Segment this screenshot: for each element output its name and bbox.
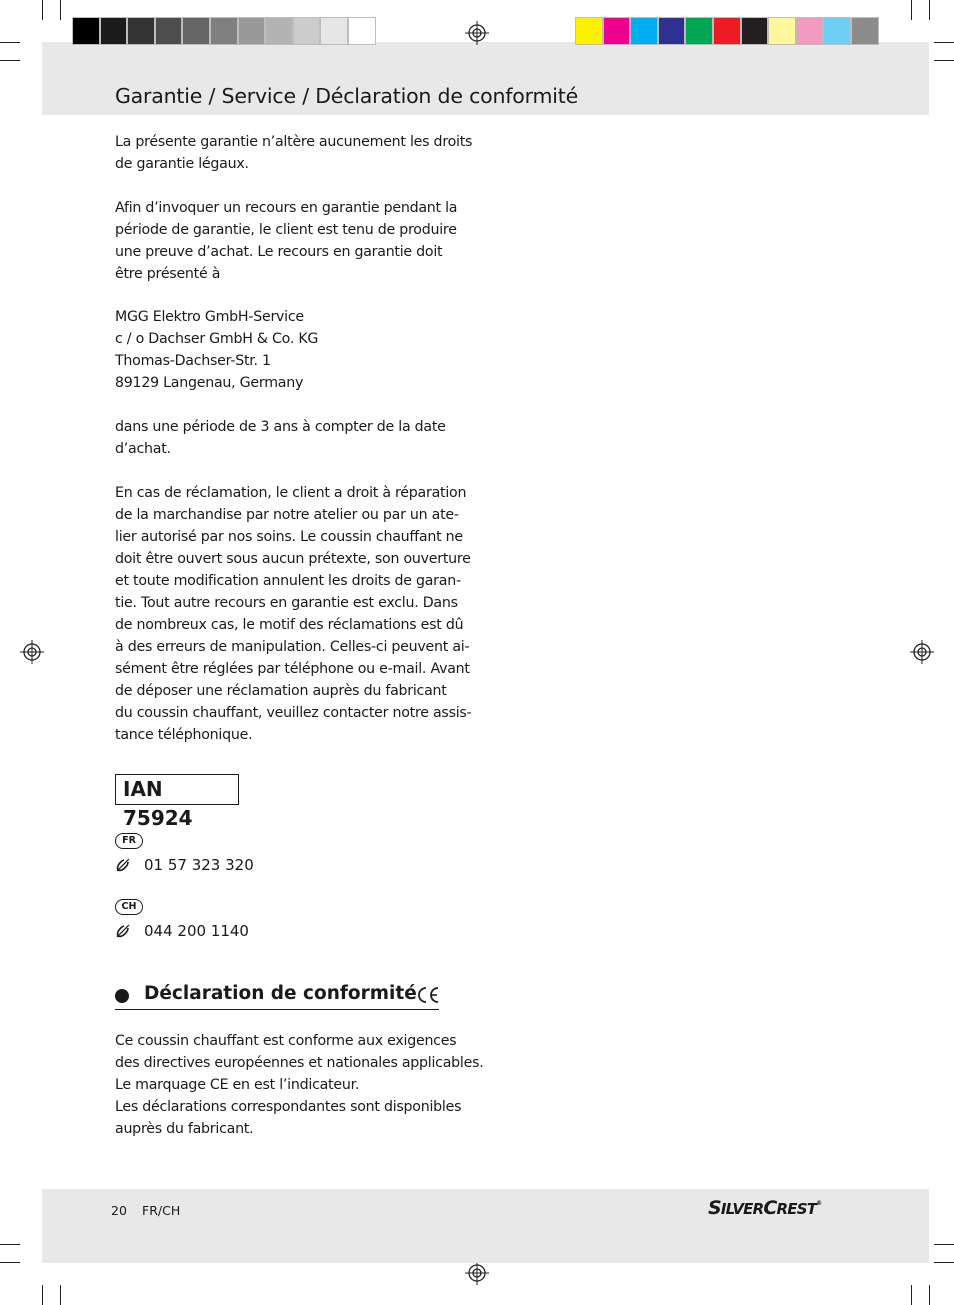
color-swatch — [127, 17, 155, 45]
color-swatch — [72, 17, 100, 45]
section-heading-conformity: Déclaration de conformité — [144, 983, 417, 1004]
color-swatch — [293, 17, 321, 45]
color-swatch — [348, 17, 376, 45]
crop-mark — [0, 1244, 20, 1245]
crop-mark — [929, 0, 930, 20]
crop-mark — [42, 1285, 43, 1305]
paragraph-conformity: Ce coussin chauffant est conforme aux exigences des directives européennes et nationales applicables. Le marquage CE en est l’indicateur. Les déclarations correspondantes sont disponibles auprès du fabricant. — [115, 1033, 484, 1137]
registration-mark-icon — [465, 1261, 489, 1285]
color-swatch — [630, 17, 658, 45]
bullet-icon — [115, 989, 129, 1003]
phone-icon — [115, 857, 131, 873]
color-swatch — [741, 17, 769, 45]
color-swatch — [823, 17, 851, 45]
color-swatch — [265, 17, 293, 45]
crop-mark — [911, 1285, 912, 1305]
color-swatch — [796, 17, 824, 45]
crop-mark — [42, 0, 43, 20]
color-swatch — [713, 17, 741, 45]
color-swatch — [685, 17, 713, 45]
grayscale-color-bar — [72, 17, 376, 47]
paragraph-legal-rights: La présente garantie n’altère aucunement les droits de garantie légaux. — [115, 134, 473, 172]
crop-mark — [0, 60, 20, 61]
brand-logo: SILVERCREST® — [708, 1197, 822, 1219]
page-number: 20 — [111, 1203, 127, 1218]
color-swatch — [210, 17, 238, 45]
crop-mark — [0, 1262, 20, 1263]
paragraph-warranty-period: dans une période de 3 ans à compter de la date d’achat. — [115, 419, 446, 457]
color-swatch — [320, 17, 348, 45]
process-color-bar — [575, 17, 879, 47]
phone-icon — [115, 923, 131, 939]
crop-mark — [934, 42, 954, 43]
crop-mark — [0, 42, 20, 43]
color-swatch — [182, 17, 210, 45]
phone-number-ch: 044 200 1140 — [144, 922, 249, 940]
crop-mark — [911, 0, 912, 20]
registration-mark-icon — [20, 640, 44, 664]
color-swatch — [100, 17, 128, 45]
crop-mark — [60, 1285, 61, 1305]
paragraph-proof-of-purchase: Afin d’invoquer un recours en garantie pendant la période de garantie, le client est tenu de produire une preuve d’achat. Le recours en garantie doit être présenté à — [115, 200, 458, 282]
color-swatch — [851, 17, 879, 45]
color-swatch — [238, 17, 266, 45]
color-swatch — [603, 17, 631, 45]
crop-mark — [934, 1262, 954, 1263]
phone-number-fr: 01 57 323 320 — [144, 856, 254, 874]
crop-mark — [934, 60, 954, 61]
crop-mark — [60, 0, 61, 20]
registration-mark-icon — [465, 21, 489, 45]
country-badge-ch: CH — [115, 899, 143, 915]
registration-mark-icon — [910, 640, 934, 664]
section-divider — [115, 1009, 439, 1010]
page-language: FR/CH — [142, 1203, 181, 1218]
ian-label: IAN 75924 — [115, 774, 239, 805]
crop-mark — [929, 1285, 930, 1305]
ce-mark-icon — [415, 985, 441, 1005]
color-swatch — [768, 17, 796, 45]
service-address: MGG Elektro GmbH-Service c / o Dachser GmbH & Co. KG Thomas-Dachser-Str. 1 89129 Langenau, Germany — [115, 309, 319, 391]
color-swatch — [575, 17, 603, 45]
paragraph-claims: En cas de réclamation, le client a droit à réparation de la marchandise par notre atelier ou par un ate- lier autorisé par nos soins. Le coussin chauffant ne doit être ouvert sous aucun prétexte, son ouverture et toute modification annulent les droits de garan- tie. Tout autre recours en garantie est exclu. Dans de nombreux cas, le motif des réclamations est dû à des erreurs de manipulation. Celles-ci peuvent ai- sément être réglées par téléphone ou e-mail. Avant de déposer une réclamation auprès du fabricant du coussin chauffant, veuillez contacter notre assis- tance téléphonique. — [115, 485, 472, 743]
country-badge-fr: FR — [115, 833, 143, 849]
crop-mark — [934, 1244, 954, 1245]
color-swatch — [155, 17, 183, 45]
color-swatch — [658, 17, 686, 45]
page-title: Garantie / Service / Déclaration de conformité — [115, 84, 579, 108]
